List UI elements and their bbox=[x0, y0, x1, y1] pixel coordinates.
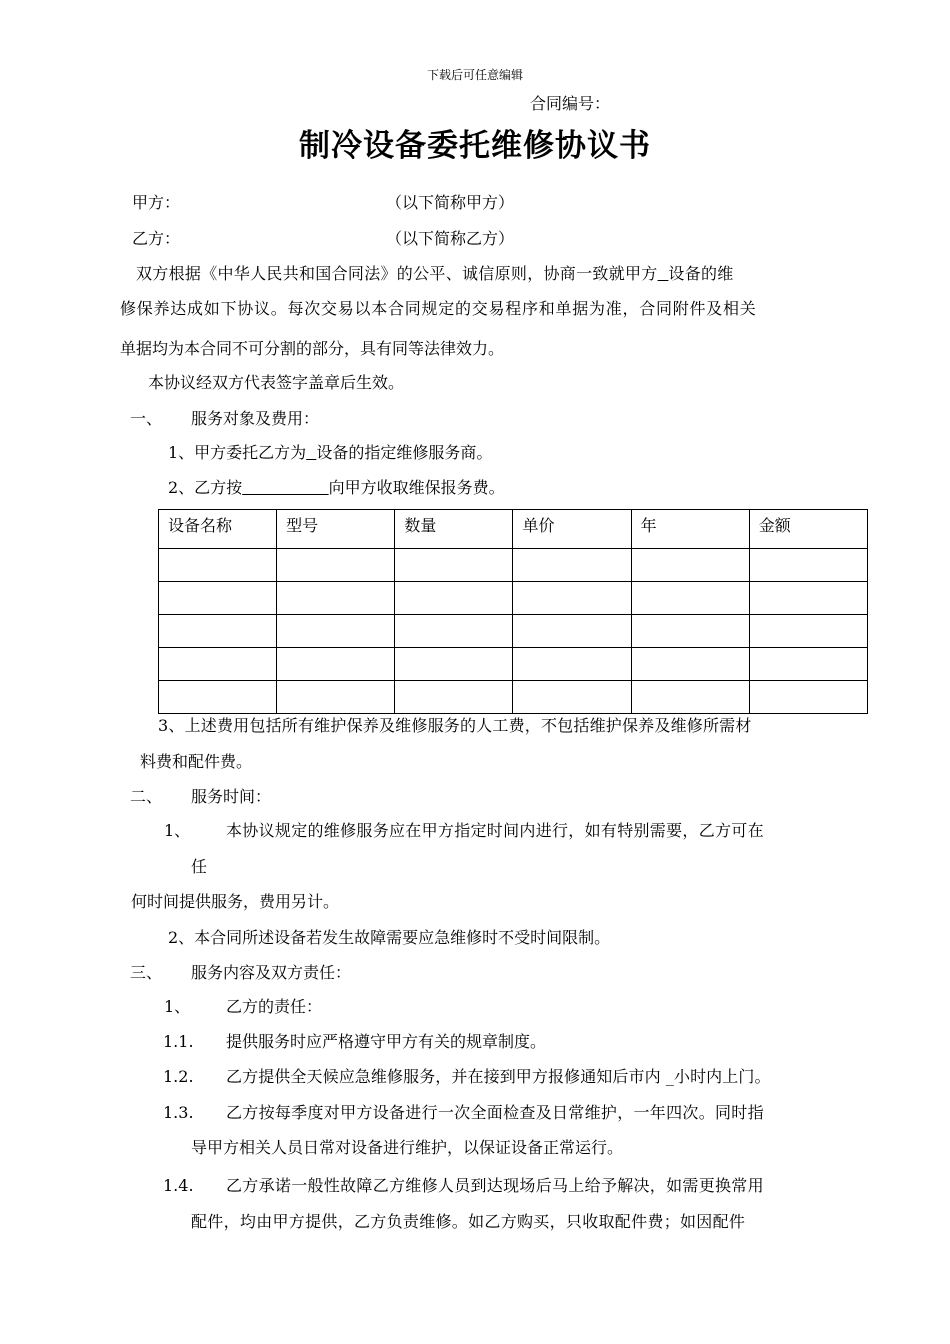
table-row bbox=[159, 582, 868, 615]
intro-line-1 bbox=[136, 264, 734, 284]
section-2-title: 服务时间： bbox=[191, 787, 272, 806]
effective-clause: 本协议经双方代表签字盖章后生效。 bbox=[148, 373, 405, 392]
clause-1-1-number: 1.1. bbox=[163, 1032, 194, 1051]
table-cell bbox=[159, 549, 277, 582]
table-cell bbox=[749, 549, 867, 582]
item-2-text-b: 向甲方收取维保报务费。 bbox=[328, 478, 505, 497]
table-row bbox=[159, 648, 868, 681]
party-b-note: （以下简称乙方） bbox=[386, 229, 515, 248]
table-row bbox=[159, 681, 868, 714]
table-cell bbox=[513, 681, 631, 714]
table-cell bbox=[395, 648, 513, 681]
table-cell bbox=[395, 681, 513, 714]
fee-table bbox=[158, 509, 868, 714]
table-row bbox=[159, 549, 868, 582]
table-cell bbox=[277, 648, 395, 681]
section-2-number: 二、 bbox=[130, 787, 163, 806]
section-1-item-3-line-2: 料费和配件费。 bbox=[140, 752, 253, 771]
section-2-item-1-line-1: 本协议规定的维修服务应在甲方指定时间内进行，如有特别需要，乙方可在 bbox=[226, 821, 764, 840]
section-3-title: 服务内容及双方责任： bbox=[191, 963, 352, 982]
table-cell bbox=[513, 648, 631, 681]
item-1-blank-field bbox=[306, 443, 316, 462]
header-year: 年 bbox=[631, 510, 749, 549]
table-row bbox=[159, 615, 868, 648]
intro-line-3: 单据均为本合同不可分割的部分，具有同等法律效力。 bbox=[120, 339, 505, 358]
contract-number-label: 合同编号： bbox=[530, 94, 611, 113]
clause-1-2-number: 1.2. bbox=[163, 1067, 194, 1086]
header-unit-price: 单价 bbox=[513, 510, 631, 549]
party-a-note: （以下简称甲方） bbox=[386, 193, 515, 212]
clause-1-2-text: 乙方提供全天候应急维修服务，并在接到甲方报修通知后市内 _小时内上门。 bbox=[226, 1067, 771, 1086]
table-cell bbox=[631, 681, 749, 714]
party-b-label: 乙方： bbox=[132, 229, 181, 248]
table-cell bbox=[395, 582, 513, 615]
section-2-item-1-number: 1、 bbox=[164, 821, 191, 840]
section-1-item-2 bbox=[168, 478, 505, 498]
table-cell bbox=[277, 582, 395, 615]
intro-blank-field bbox=[658, 264, 669, 283]
document-title: 制冷设备委托维修协议书 bbox=[299, 128, 651, 164]
clause-1-3-line-2: 导甲方相关人员日常对设备进行维护，以保证设备正常运行。 bbox=[191, 1138, 624, 1157]
clause-1-3-number: 1.3. bbox=[163, 1103, 194, 1122]
table-cell bbox=[513, 615, 631, 648]
intro-line-1-text-a: 双方根据《中华人民共和国合同法》的公平、诚信原则，协商一致就甲方 bbox=[136, 264, 658, 283]
intro-line-1-text-b: 设备的维 bbox=[668, 264, 734, 283]
header-note: 下载后可任意编辑 bbox=[426, 68, 523, 82]
item-2-text-a: 2、乙方按 bbox=[168, 478, 243, 497]
table-cell bbox=[513, 582, 631, 615]
clause-1-3-line-1: 乙方按每季度对甲方设备进行一次全面检查及日常维护，一年四次。同时指 bbox=[226, 1103, 764, 1122]
table-cell bbox=[631, 648, 749, 681]
table-cell bbox=[159, 582, 277, 615]
item-2-blank-field bbox=[242, 478, 328, 497]
section-3-sub-1-title: 乙方的责任： bbox=[226, 997, 323, 1016]
table-cell bbox=[631, 549, 749, 582]
item-1-text-a: 1、甲方委托乙方为 bbox=[168, 443, 307, 462]
header-amount: 金额 bbox=[749, 510, 867, 549]
table-cell bbox=[631, 582, 749, 615]
section-1-item-1 bbox=[168, 443, 492, 463]
header-equipment-name: 设备名称 bbox=[159, 510, 277, 549]
clause-1-4-line-2: 配件，均由甲方提供，乙方负责维修。如乙方购买，只收取配件费；如因配件 bbox=[191, 1212, 746, 1231]
table-cell bbox=[395, 615, 513, 648]
section-3-number: 三、 bbox=[130, 963, 163, 982]
clause-1-1-text: 提供服务时应严格遵守甲方有关的规章制度。 bbox=[226, 1032, 547, 1051]
table-cell bbox=[277, 615, 395, 648]
table-cell bbox=[631, 615, 749, 648]
header-model: 型号 bbox=[277, 510, 395, 549]
table-cell bbox=[749, 648, 867, 681]
fee-table-header-row bbox=[159, 510, 868, 549]
table-cell bbox=[277, 549, 395, 582]
table-cell bbox=[159, 648, 277, 681]
clause-1-4-line-1: 乙方承诺一般性故障乙方维修人员到达现场后马上给予解决，如需更换常用 bbox=[226, 1176, 764, 1195]
clause-1-4-number: 1.4. bbox=[163, 1176, 194, 1195]
section-3-sub-1-number: 1、 bbox=[164, 997, 191, 1016]
section-2-item-2: 2、本合同所述设备若发生故障需要应急维修时不受时间限制。 bbox=[168, 928, 611, 947]
table-cell bbox=[159, 615, 277, 648]
section-2-item-1-line-2: 任 bbox=[191, 857, 208, 876]
section-1-item-3-line-1: 3、上述费用包括所有维护保养及维修服务的人工费，不包括维护保养及维修所需材 bbox=[158, 716, 752, 735]
table-cell bbox=[395, 549, 513, 582]
intro-line-2: 修保养达成如下协议。每次交易以本合同规定的交易程序和单据为准，合同附件及相关 bbox=[120, 299, 757, 318]
table-cell bbox=[159, 681, 277, 714]
item-1-text-b: 设备的指定维修服务商。 bbox=[316, 443, 493, 462]
table-cell bbox=[513, 549, 631, 582]
table-cell bbox=[277, 681, 395, 714]
party-a-label: 甲方： bbox=[132, 193, 181, 212]
section-1-title: 服务对象及费用： bbox=[191, 409, 320, 428]
table-cell bbox=[749, 615, 867, 648]
section-2-item-1-line-3: 何时间提供服务，费用另计。 bbox=[131, 892, 340, 911]
table-cell bbox=[749, 681, 867, 714]
header-quantity: 数量 bbox=[395, 510, 513, 549]
table-cell bbox=[749, 582, 867, 615]
section-1-number: 一、 bbox=[130, 409, 163, 428]
